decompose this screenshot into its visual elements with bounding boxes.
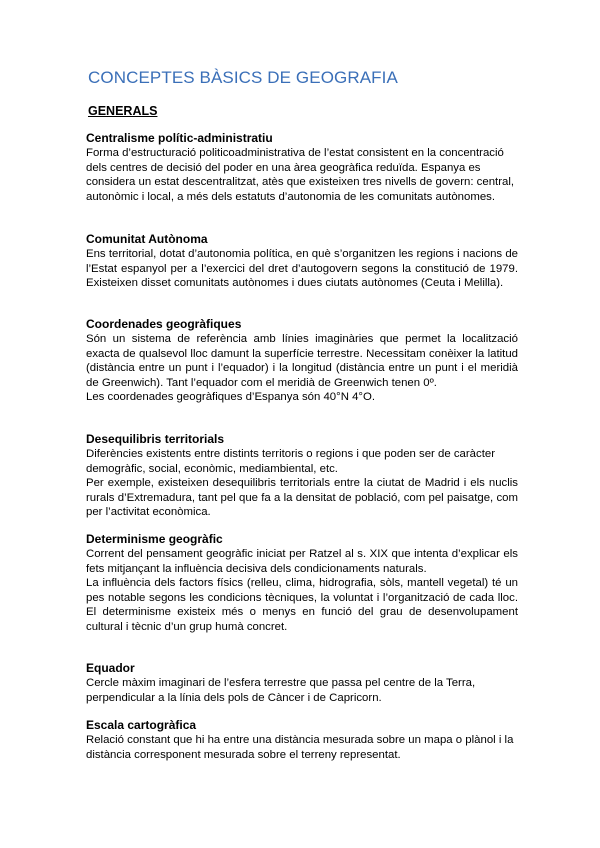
- glossary-entry-centralisme: [86, 131, 518, 204]
- entry-definition: La influència dels factors físics (relleu, clima, hidrografia, sòls, mantell vegetal) té un pes notable segons les condicions tècniques, la voluntat i l’organització de cada lloc. El determinisme existeix més o menys en funció del grau de desenvolupament cultural i tècnic d’un grup humà concret.: [86, 577, 518, 633]
- entry-term: Desequilibris territorials: [86, 432, 225, 446]
- entry-definition: Corrent del pensament geogràfic iniciat per Ratzel al s. XIX que intenta d’explicar els fets mitjançant la influència decisiva dels condicionaments naturals.: [86, 548, 518, 575]
- entry-definition: Forma d’estructuració politicoadministrativa de l’estat consistent en la concentració dels centres de decisió del poder en una àrea geogràfica reduïda. Espanya es considera un estat descentralitzat, atès que existeixen tres nivells de govern: central, autonòmic i local, a més dels estatuts d’autonomia de les comunitats autònomes.: [86, 147, 515, 203]
- entry-term: Comunitat Autònoma: [86, 232, 208, 246]
- entry-term: Centralisme polític-administratiu: [86, 131, 273, 145]
- document-title: CONCEPTES BÀSICS DE GEOGRAFIA: [88, 68, 398, 87]
- entry-term: Escala cartogràfica: [86, 718, 197, 732]
- entry-term: Coordenades geogràfiques: [86, 317, 242, 331]
- glossary-entry-coordenades: [86, 317, 518, 405]
- entry-definition: Diferències existents entre distints territoris o regions i que poden ser de caràcter demogràfic, social, econòmic, mediambiental, etc.: [86, 448, 495, 475]
- entry-definition: Relació constant que hi ha entre una distància mesurada sobre un mapa o plànol i la distància corresponent mesurada sobre el terreny representat.: [86, 734, 514, 761]
- entry-definition: Són un sistema de referència amb línies imaginàries que permet la localització exacta de qualsevol lloc damunt la superfície terrestre. Necessitam conèixer la latitud (distància entre un punt i l’equador) i la longitud (distància entre un punt i el meridià de Greenwich). Tant l’equador com el meridià de Greenwich tenen 0º.: [86, 333, 518, 389]
- section-heading-generals: GENERALS: [88, 104, 158, 118]
- entry-definition: Ens territorial, dotat d’autonomia política, en què s’organitzen les regions i nacions de l’Estat espanyol per a l’exercici del dret d’autogovern segons la constitució de 1979. Existeixen disset comunitats autònomes i dues ciutats autònomes (Ceuta i Melilla).: [86, 248, 518, 290]
- glossary-entry-comunitat-autonoma: [86, 232, 518, 291]
- glossary-entry-desequilibris: [86, 432, 518, 520]
- glossary-entry-equador: [86, 661, 518, 705]
- entry-definition: Cercle màxim imaginari de l’esfera terrestre que passa pel centre de la Terra, perpendicular a la línia dels pols de Càncer i de Capricorn.: [86, 677, 476, 704]
- entry-definition: Les coordenades geogràfiques d’Espanya són 40°N 4°O.: [86, 391, 376, 404]
- entry-term: Equador: [86, 661, 135, 675]
- glossary-entry-escala: [86, 718, 518, 762]
- entry-term: Determinisme geogràfic: [86, 532, 223, 546]
- entry-definition: Per exemple, existeixen desequilibris territorials entre la ciutat de Madrid i els nuclis rurals d’Extremadura, tant pel que fa a la densitat de població, com pel paisatge, com per l’activitat econòmica.: [86, 477, 518, 519]
- glossary-entry-determinisme: [86, 532, 518, 635]
